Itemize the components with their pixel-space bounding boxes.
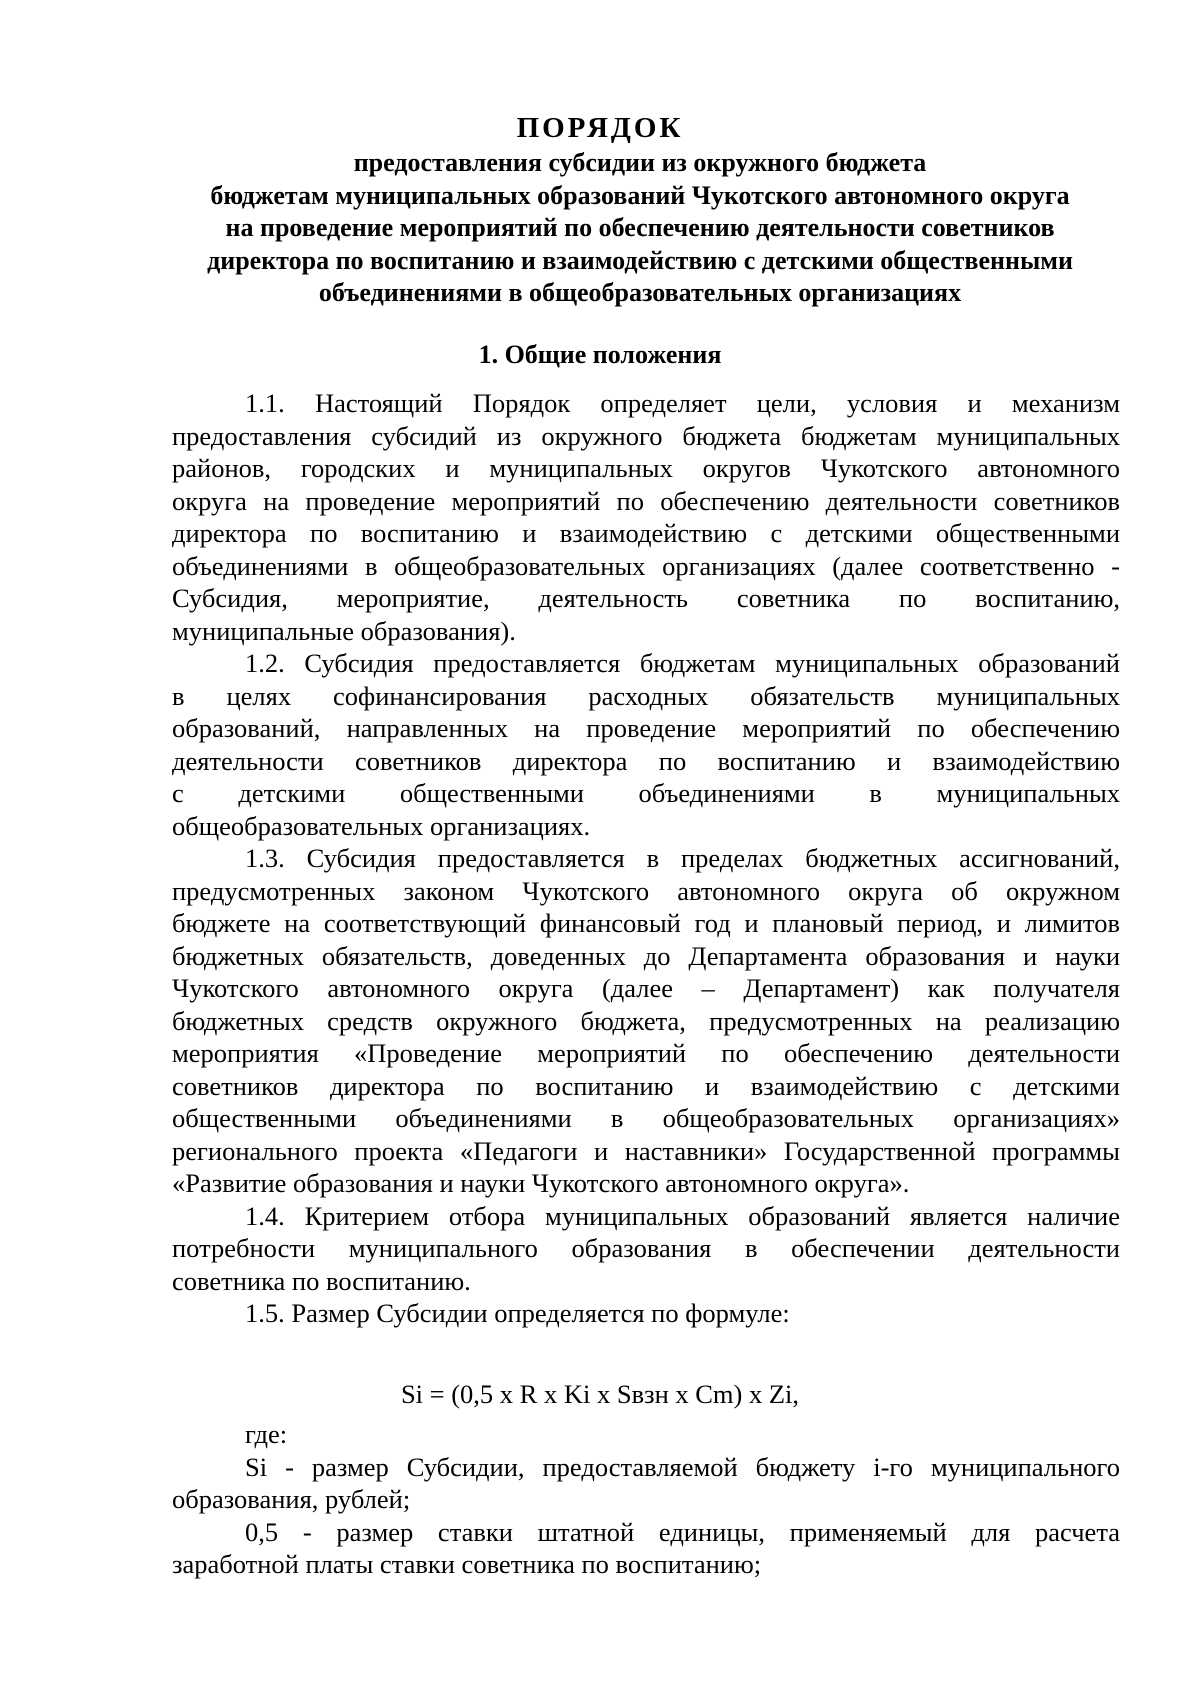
- text-line: общественными объединениями в общеобразовательных организациях»: [172, 1103, 1120, 1133]
- paragraph-1-5: [172, 1297, 1120, 1330]
- text-line: общеобразовательных организациях.: [172, 810, 591, 841]
- text-line: Субсидия, мероприятие, деятельность советника по воспитанию,: [172, 583, 1120, 613]
- paragraph-1-2: [172, 647, 1120, 842]
- text-line: с детскими общественными объединениями в муниципальных: [172, 778, 1120, 808]
- text-line: 1.3. Субсидия предоставляется в пределах бюджетных ассигнований,: [245, 843, 1120, 873]
- subsidy-formula: Si = (0,5 x R x Ki x Sвзн x Cm) x Zi,: [400, 1379, 800, 1409]
- text-line: где:: [245, 1419, 288, 1449]
- text-line: «Развитие образования и науки Чукотского автономного округа».: [172, 1168, 910, 1198]
- subtitle-line: бюджетам муниципальных образований Чукотского автономного округа: [210, 180, 1070, 210]
- definition-si: [172, 1451, 1120, 1516]
- where-label: [172, 1418, 1120, 1451]
- text-line: бюджетных обязательств, доведенных до Департамента образования и науки: [172, 940, 1120, 971]
- text-line: деятельности советников директора по воспитанию и взаимодействию: [172, 745, 1120, 776]
- subtitle-line: предоставления субсидии из окружного бюджета: [353, 148, 927, 177]
- text-line: районов, городских и муниципальных округов Чукотского автономного: [172, 453, 1120, 483]
- subtitle-line: на проведение мероприятий по обеспечению деятельности советников: [225, 213, 1055, 242]
- section-heading: 1. Общие положения: [478, 340, 722, 369]
- text-line: заработной платы ставки советника по воспитанию;: [172, 1549, 762, 1579]
- text-line: предусмотренных законом Чукотского автономного округа об окружном: [172, 875, 1120, 906]
- text-line: 1.5. Размер Субсидии определяется по формуле:: [245, 1298, 790, 1328]
- text-line: образования, рублей;: [172, 1484, 411, 1514]
- paragraph-1-3: [172, 842, 1120, 1200]
- text-line: в целях софинансирования расходных обязательств муниципальных: [172, 680, 1120, 711]
- text-line: объединениями в общеобразовательных организациях (далее соответственно -: [172, 550, 1120, 581]
- text-line: 1.1. Настоящий Порядок определяет цели, условия и механизм: [245, 388, 1120, 418]
- paragraph-1-1: [172, 387, 1120, 647]
- text-line: 0,5 - размер ставки штатной единицы, применяемый для расчета: [245, 1516, 1120, 1547]
- document-subtitle: [160, 147, 1120, 310]
- text-line: 1.4. Критерием отбора муниципальных образований является наличие: [245, 1200, 1120, 1231]
- text-line: Чукотского автономного округа (далее – Департамент) как получателя: [172, 973, 1120, 1003]
- definition-rate: [172, 1516, 1120, 1581]
- text-line: предоставления субсидий из окружного бюджета бюджетам муниципальных: [172, 420, 1120, 451]
- text-line: мероприятия «Проведение мероприятий по обеспечению деятельности: [172, 1038, 1120, 1068]
- text-line: бюджетных средств окружного бюджета, предусмотренных на реализацию: [172, 1005, 1120, 1036]
- text-line: образований, направленных на проведение мероприятий по обеспечению: [172, 713, 1120, 743]
- subtitle-line: директора по воспитанию и взаимодействию с детскими общественными: [207, 245, 1073, 275]
- subtitle-line: объединениями в общеобразовательных организациях: [318, 278, 962, 307]
- text-line: округа на проведение мероприятий по обеспечению деятельности советников: [172, 485, 1120, 516]
- text-line: Si - размер Субсидии, предоставляемой бюджету i-го муниципального: [245, 1451, 1120, 1482]
- text-line: муниципальные образования).: [172, 615, 516, 646]
- paragraph-1-4: [172, 1200, 1120, 1298]
- text-line: советника по воспитанию.: [172, 1265, 471, 1296]
- text-line: директора по воспитанию и взаимодействию с детскими общественными: [172, 518, 1120, 548]
- text-line: бюджете на соответствующий финансовый год и плановый период, и лимитов: [172, 908, 1120, 938]
- text-line: 1.2. Субсидия предоставляется бюджетам муниципальных образований: [245, 648, 1120, 678]
- text-line: потребности муниципального образования в обеспечении деятельности: [172, 1233, 1120, 1263]
- document-title: ПОРЯДОК: [516, 112, 684, 144]
- text-line: советников директора по воспитанию и взаимодействию с детскими: [172, 1070, 1120, 1101]
- text-line: регионального проекта «Педагоги и наставники» Государственной программы: [172, 1135, 1120, 1166]
- main-text: [172, 387, 1120, 1330]
- formula-explanation: [172, 1418, 1120, 1581]
